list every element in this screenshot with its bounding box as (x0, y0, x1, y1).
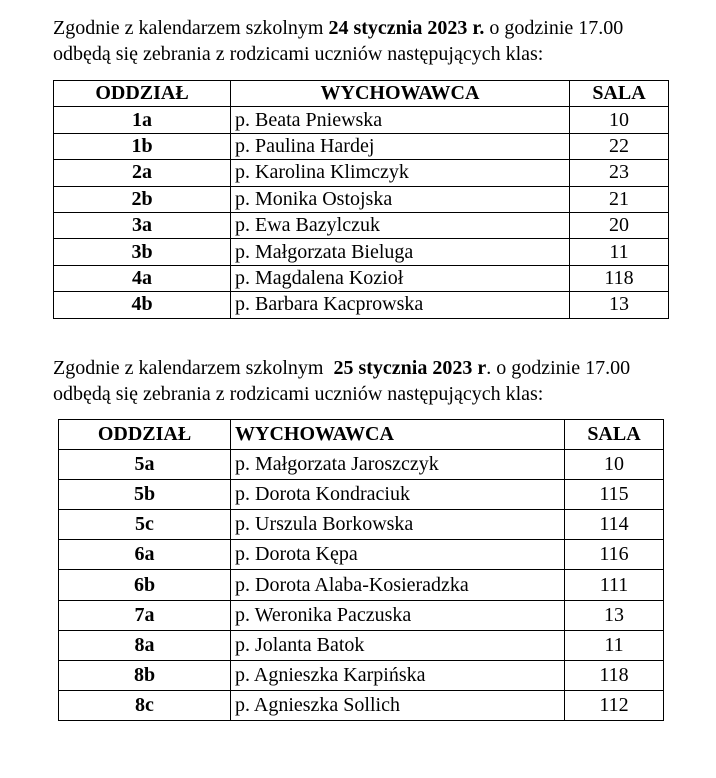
teacher-cell: p. Małgorzata Jaroszczyk (231, 450, 565, 480)
table-row (54, 186, 669, 212)
class-cell: 5b (59, 480, 231, 510)
class-cell: 3a (54, 212, 231, 238)
table-row (59, 450, 664, 480)
class-cell: 1a (54, 107, 231, 133)
room-cell: 11 (570, 239, 669, 265)
room-cell: 116 (565, 540, 664, 570)
class-cell: 4a (54, 265, 231, 291)
teacher-cell: p. Ewa Bazylczuk (231, 212, 570, 238)
table-row (54, 133, 669, 159)
teacher-cell: p. Paulina Hardej (231, 133, 570, 159)
class-cell: 7a (59, 600, 231, 630)
header-class: ODDZIAŁ (54, 81, 231, 107)
notice-time: o godzinie 17.00 (484, 17, 624, 39)
room-cell: 23 (570, 160, 669, 186)
teacher-cell: p. Beata Pniewska (231, 107, 570, 133)
teacher-cell: p. Magdalena Kozioł (231, 265, 570, 291)
table-row (59, 540, 664, 570)
table-row (54, 265, 669, 291)
table-header-row (59, 420, 664, 450)
room-cell: 114 (565, 510, 664, 540)
teacher-cell: p. Agnieszka Sollich (231, 690, 565, 720)
table-row (59, 480, 664, 510)
room-cell: 22 (570, 133, 669, 159)
meeting-date: 25 stycznia 2023 r (333, 357, 487, 379)
class-cell: 2a (54, 160, 231, 186)
class-cell: 2b (54, 186, 231, 212)
teacher-cell: p. Dorota Kondraciuk (231, 480, 565, 510)
room-cell: 118 (570, 265, 669, 291)
teacher-cell: p. Weronika Paczuska (231, 600, 565, 630)
table-row (59, 630, 664, 660)
class-cell: 8b (59, 660, 231, 690)
class-cell: 3b (54, 239, 231, 265)
table-row (59, 690, 664, 720)
room-cell: 118 (565, 660, 664, 690)
teacher-cell: p. Dorota Kępa (231, 540, 565, 570)
room-cell: 115 (565, 480, 664, 510)
meeting-date: 24 stycznia 2023 r. (328, 17, 485, 39)
table-row (59, 600, 664, 630)
room-cell: 10 (570, 107, 669, 133)
table-row (54, 239, 669, 265)
room-cell: 21 (570, 186, 669, 212)
class-cell: 6b (59, 570, 231, 600)
notice-text: Zgodnie z kalendarzem szkolnym (53, 17, 329, 39)
room-cell: 13 (570, 292, 669, 318)
meeting-notice-1 (53, 15, 623, 67)
header-class: ODDZIAŁ (59, 420, 231, 450)
class-cell: 1b (54, 133, 231, 159)
class-cell: 4b (54, 292, 231, 318)
teacher-cell: p. Karolina Klimczyk (231, 160, 570, 186)
class-cell: 8c (59, 690, 231, 720)
room-cell: 11 (565, 630, 664, 660)
room-cell: 10 (565, 450, 664, 480)
notice-line-1 (53, 355, 630, 381)
notice-text: Zgodnie z kalendarzem szkolnym (53, 357, 334, 379)
table-row (54, 212, 669, 238)
table-row (54, 107, 669, 133)
meeting-table-2 (58, 419, 664, 721)
room-cell: 112 (565, 690, 664, 720)
table-row (59, 510, 664, 540)
table-row (59, 660, 664, 690)
header-room: SALA (565, 420, 664, 450)
meeting-table-1 (53, 80, 669, 319)
room-cell: 20 (570, 212, 669, 238)
header-room: SALA (570, 81, 669, 107)
meeting-notice-2 (53, 355, 630, 407)
room-cell: 13 (565, 600, 664, 630)
teacher-cell: p. Agnieszka Karpińska (231, 660, 565, 690)
teacher-cell: p. Monika Ostojska (231, 186, 570, 212)
table-header-row (54, 81, 669, 107)
teacher-cell: p. Urszula Borkowska (231, 510, 565, 540)
header-teacher: WYCHOWAWCA (231, 420, 565, 450)
teacher-cell: p. Dorota Alaba-Kosieradzka (231, 570, 565, 600)
table-row (54, 292, 669, 318)
room-cell: 111 (565, 570, 664, 600)
class-cell: 8a (59, 630, 231, 660)
teacher-cell: p. Jolanta Batok (231, 630, 565, 660)
notice-line-2: odbędą się zebrania z rodzicami uczniów następujących klas: (53, 383, 544, 405)
class-cell: 5c (59, 510, 231, 540)
class-cell: 5a (59, 450, 231, 480)
header-teacher: WYCHOWAWCA (231, 81, 570, 107)
class-cell: 6a (59, 540, 231, 570)
notice-line-1 (53, 15, 623, 41)
notice-time: . o godzinie 17.00 (486, 357, 631, 379)
table-row (59, 570, 664, 600)
teacher-cell: p. Małgorzata Bieluga (231, 239, 570, 265)
table-row (54, 160, 669, 186)
notice-line-2: odbędą się zebrania z rodzicami uczniów następujących klas: (53, 43, 544, 65)
teacher-cell: p. Barbara Kacprowska (231, 292, 570, 318)
